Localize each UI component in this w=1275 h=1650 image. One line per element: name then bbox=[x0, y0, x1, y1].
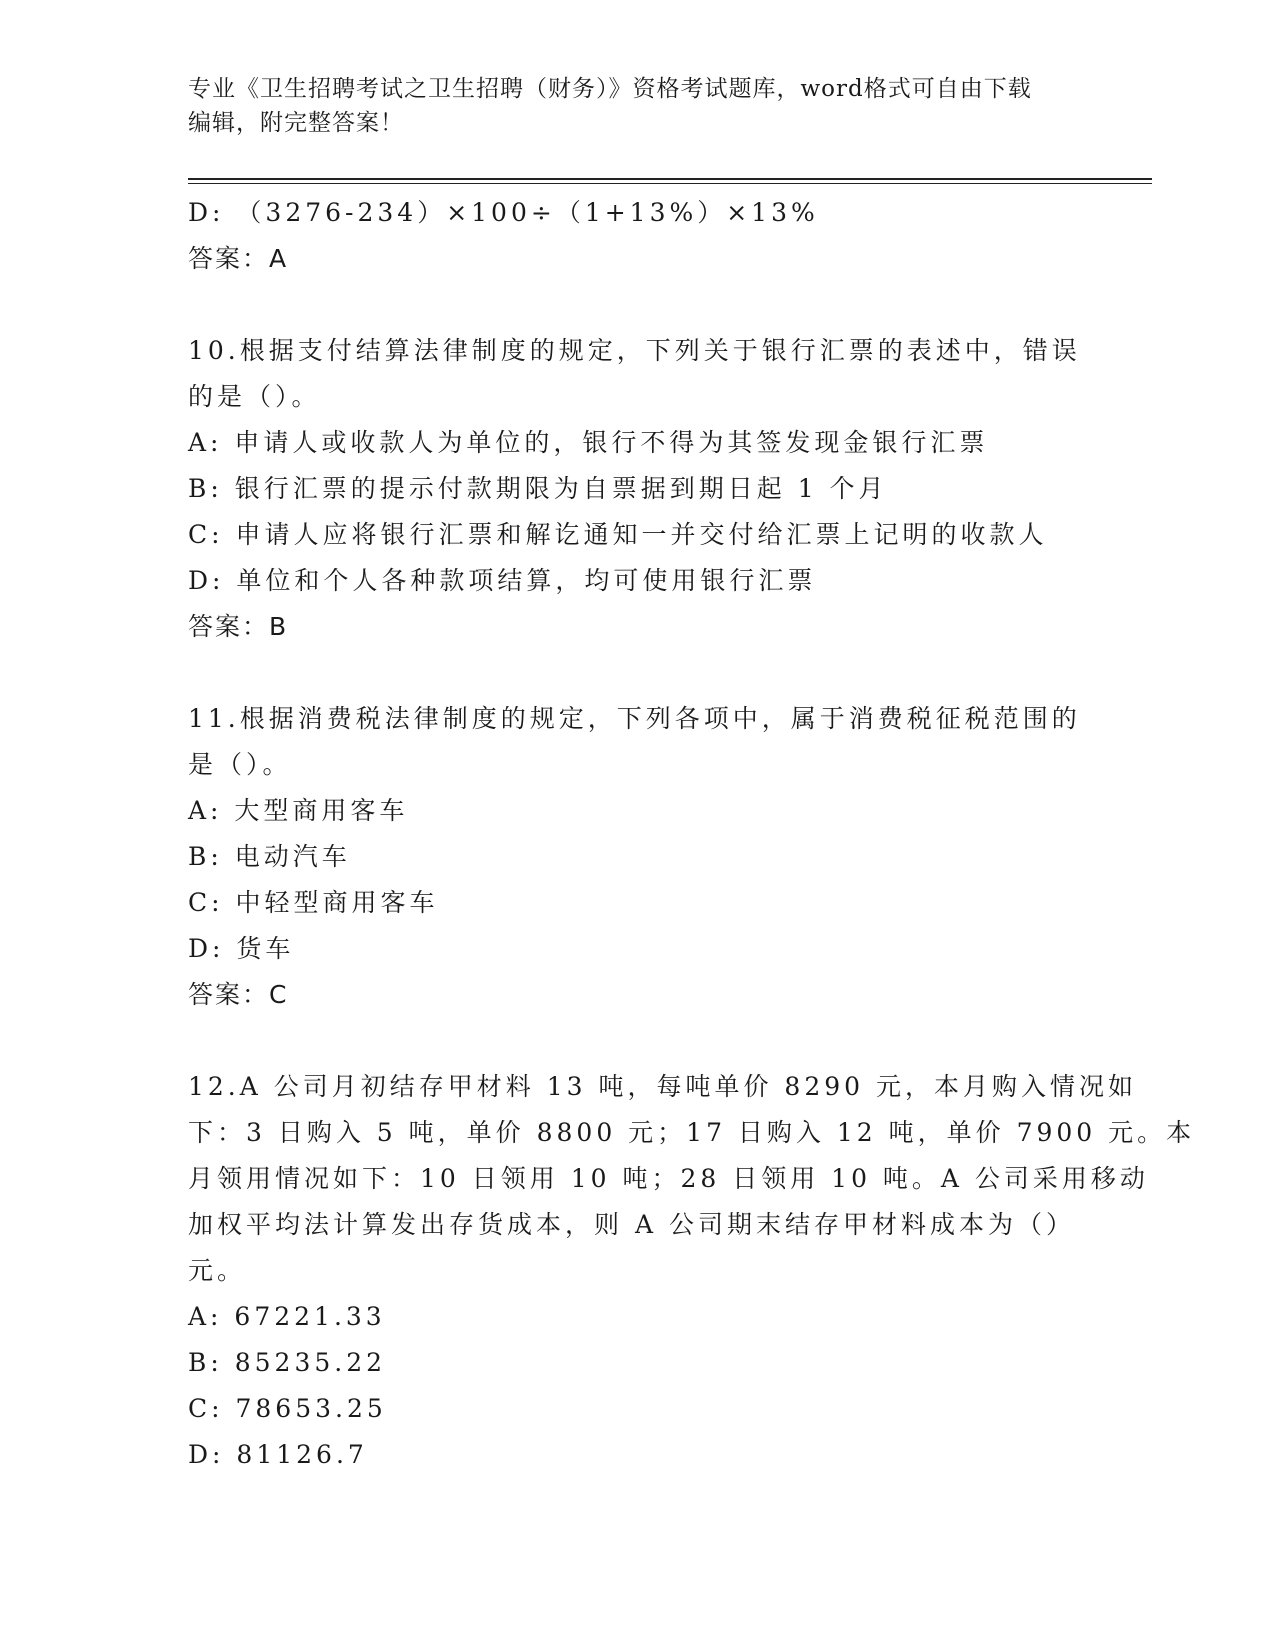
prev-answer: 答案：A bbox=[188, 244, 289, 273]
header-line-2: 编辑，附完整答案！ bbox=[188, 110, 404, 136]
question-12-option-c: C: 78653.25 bbox=[188, 1394, 387, 1423]
spacer bbox=[188, 282, 1088, 328]
prev-option-d: D: （3276-234）×100÷（1+13%）×13% bbox=[188, 198, 819, 227]
question-12-stem-line-3: 月领用情况如下：10 日领用 10 吨；28 日领用 10 吨。A 公司采用移动 bbox=[188, 1164, 1149, 1193]
document-body bbox=[188, 190, 1196, 1478]
question-12-option-d: D: 81126.7 bbox=[188, 1440, 368, 1469]
document-header bbox=[188, 72, 1068, 140]
question-11-option-d: D: 货车 bbox=[188, 934, 295, 963]
question-10-option-b: B: 银行汇票的提示付款期限为自票据到期日起 1 个月 bbox=[188, 474, 888, 503]
question-11-answer: 答案：C bbox=[188, 980, 289, 1009]
question-12-stem-line-2: 下：3 日购入 5 吨，单价 8800 元；17 日购入 12 吨，单价 7900 元。本 bbox=[188, 1118, 1196, 1147]
question-12-option-a: A: 67221.33 bbox=[188, 1302, 386, 1331]
question-12-option-b: B: 85235.22 bbox=[188, 1348, 387, 1377]
header-line-1: 专业《卫生招聘考试之卫生招聘（财务）》资格考试题库，word格式可自由下载 bbox=[188, 76, 1032, 102]
question-10-answer: 答案：B bbox=[188, 612, 289, 641]
question-10-option-d: D: 单位和个人各种款项结算，均可使用银行汇票 bbox=[188, 566, 817, 595]
question-11-option-c: C: 中轻型商用客车 bbox=[188, 888, 439, 917]
question-11-option-b: B: 电动汽车 bbox=[188, 842, 351, 871]
question-10-option-a: A: 申请人或收款人为单位的，银行不得为其签发现金银行汇票 bbox=[188, 428, 989, 457]
header-rule-thick bbox=[188, 178, 1152, 180]
question-10-option-c: C: 申请人应将银行汇票和解讫通知一并交付给汇票上记明的收款人 bbox=[188, 520, 1048, 549]
question-11 bbox=[188, 696, 1088, 1018]
question-12-stem-line-5: 元。 bbox=[188, 1256, 247, 1285]
spacer bbox=[188, 1018, 1088, 1064]
question-11-stem-line-1: 11.根据消费税法律制度的规定，下列各项中，属于消费税征税范围的 bbox=[188, 704, 1081, 733]
spacer bbox=[188, 650, 1088, 696]
question-10-stem-line-2: 的是（）。 bbox=[188, 382, 321, 411]
question-12 bbox=[188, 1064, 1196, 1478]
question-11-option-a: A: 大型商用客车 bbox=[188, 796, 409, 825]
question-12-stem-line-1: 12.A 公司月初结存甲材料 13 吨，每吨单价 8290 元，本月购入情况如 bbox=[188, 1072, 1137, 1101]
header-rule-thin bbox=[188, 183, 1152, 184]
question-12-stem-line-4: 加权平均法计算发出存货成本，则 A 公司期末结存甲材料成本为（） bbox=[188, 1210, 1075, 1239]
question-11-stem-line-2: 是（）。 bbox=[188, 750, 292, 779]
question-10-stem-line-1: 10.根据支付结算法律制度的规定，下列关于银行汇票的表述中，错误 bbox=[188, 336, 1081, 365]
question-10 bbox=[188, 328, 1088, 650]
